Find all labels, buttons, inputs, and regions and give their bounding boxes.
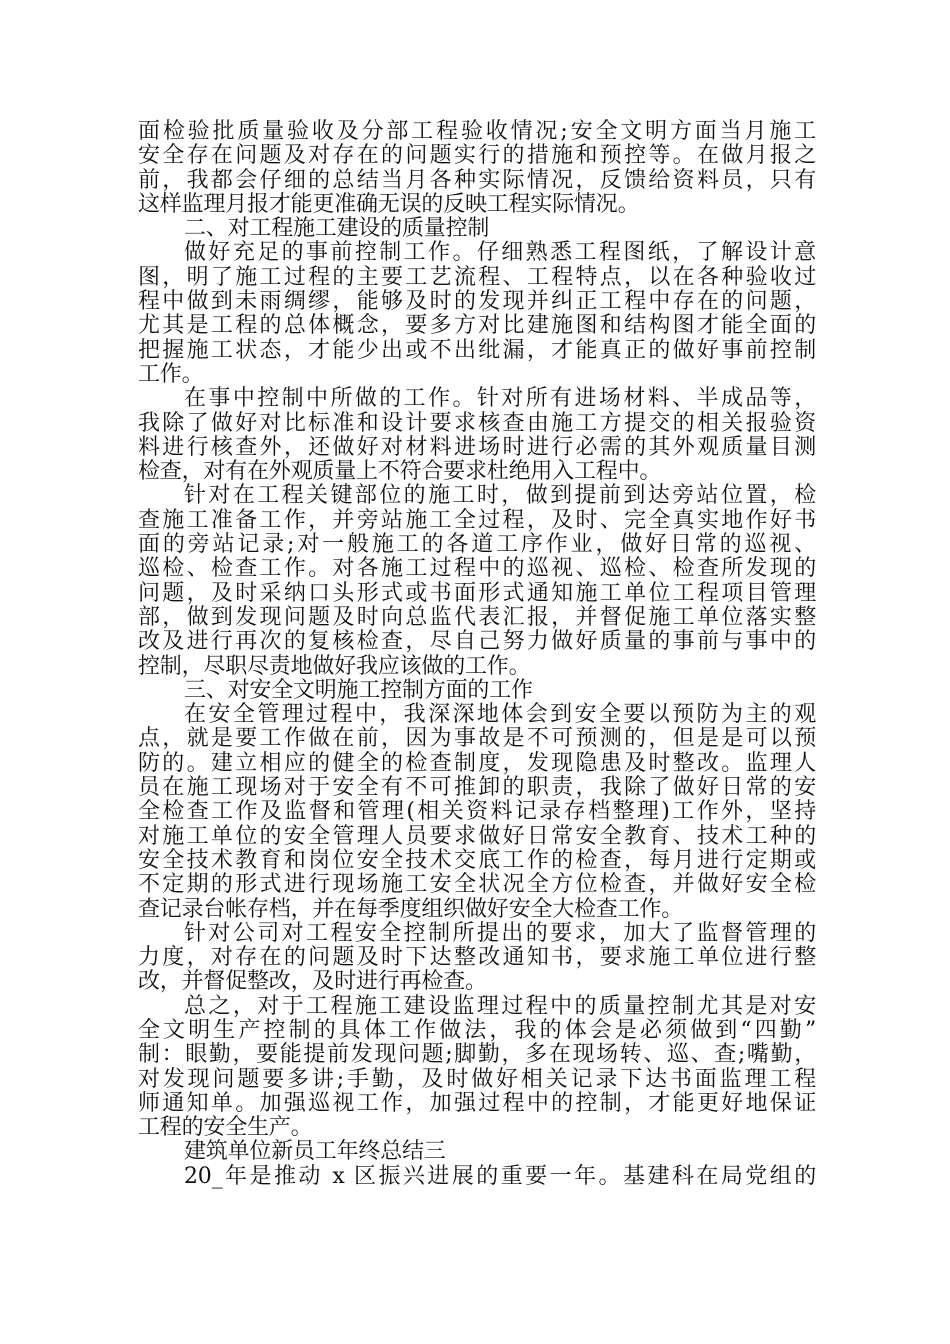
text-line: 点，就是要工作做在前，因为事故是不可预测的，但是是可以预: [138, 726, 816, 752]
text-line: 尤其是工程的总体概念，要多方对比建施图和结构图才能全面的: [138, 313, 816, 339]
text-line: 料进行核查外，还做好对材料进场时进行必需的其外观质量目测: [138, 434, 816, 460]
text-line: 查施工准备工作，并旁站施工全过程，及时、完全真实地作好书: [138, 507, 816, 533]
text-line: 全检查工作及监督和管理(相关资料记录存档整理)工作外，坚持: [138, 799, 816, 825]
text-line: 面检验批质量验收及分部工程验收情况;安全文明方面当月施工: [138, 119, 816, 144]
text-line: 图，明了施工过程的主要工艺流程、工程特点，以在各种验收过: [138, 264, 816, 290]
text-line: 问题，及时采纳口头形式或书面形式通知施工单位工程项目管理: [138, 580, 816, 606]
text-line: 巡检、检查工作。对各施工过程中的巡视、巡检、检查所发现的: [138, 556, 816, 582]
text-line: 在事中控制中所做的工作。针对所有进场材料、半成品等，: [184, 386, 816, 412]
text-line: 针对在工程关键部位的施工时，做到提前到达旁站位置，检: [184, 483, 816, 509]
text-line: 做好充足的事前控制工作。仔细熟悉工程图纸，了解设计意: [184, 240, 816, 266]
text-line: 在安全管理过程中，我深深地体会到安全要以预防为主的观: [184, 702, 816, 728]
text-line: 全文明生产控制的具体工作做法，我的体会是必须做到“四勤”: [138, 1017, 816, 1043]
text-line: 安全技术教育和岗位安全技术交底工作的检查，每月进行定期或: [138, 847, 816, 873]
text-line: 工作。: [138, 361, 204, 387]
text-line: 把握施工状态，才能少出或不出纰漏，才能真正的做好事前控制: [138, 337, 816, 363]
text-line: 检查，对有在外观质量上不符合要求杜绝用入工程中。: [138, 459, 662, 485]
text-line: 力度，对存在的问题及时下达整改通知书，要求施工单位进行整: [138, 945, 816, 971]
text-line: 防的。建立相应的健全的检查制度，发现隐患及时整改。监理人: [138, 750, 816, 776]
text-line: 改及进行再次的复核检查，尽自己努力做好质量的事前与事中的: [138, 629, 816, 655]
text-line: 对施工单位的安全管理人员要求做好日常安全教育、技术工种的: [138, 823, 816, 849]
text-line: 工程的安全生产。: [138, 1115, 313, 1141]
document-page: [138, 120, 816, 1189]
text-line: 部，做到发现问题及时向总监代表汇报，并督促施工单位落实整: [138, 604, 816, 630]
text-line: 查记录台帐存档，并在每季度组织做好安全大检查工作。: [138, 896, 684, 922]
text-line: 员在施工现场对于安全有不可推卸的职责，我除了做好日常的安: [138, 775, 816, 801]
text-line: 这样监理月报才能更准确无误的反映工程实际情况。: [138, 191, 640, 217]
text-line: 面的旁站记录;对一般施工的各道工序作业，做好日常的巡视、: [138, 532, 816, 558]
text-line: 总之，对于工程施工建设监理过程中的质量控制尤其是对安: [184, 993, 816, 1019]
text-line: 安全存在问题及对存在的问题实行的措施和预控等。在做月报之: [138, 143, 816, 169]
text-line: 师通知单。加强巡视工作，加强过程中的控制，才能更好地保证: [138, 1090, 816, 1116]
text-line: 不定期的形式进行现场施工安全状况全方位检查，并做好安全检: [138, 872, 816, 898]
text-line: 制：眼勤，要能提前发现问题;脚勤，多在现场转、巡、查;嘴勤，: [138, 1042, 816, 1068]
text-line: 二、对工程施工建设的质量控制: [184, 216, 490, 242]
text-line: 20_年是推动 x 区振兴进展的重要一年。基建科在局党组的: [184, 1163, 816, 1189]
text-line: 程中做到未雨绸缪，能够及时的发现并纠正工程中存在的问题，: [138, 289, 816, 315]
text-line: 三、对安全文明施工控制方面的工作: [184, 677, 533, 703]
text-line: 前，我都会仔细的总结当月各种实际情况，反馈给资料员，只有: [138, 167, 816, 193]
text-line: 我除了做好对比标准和设计要求核查由施工方提交的相关报验资: [138, 410, 816, 436]
text-line: 对发现问题要多讲;手勤，及时做好相关记录下达书面监理工程: [138, 1066, 816, 1092]
text-line: 建筑单位新员工年终总结三: [184, 1139, 446, 1165]
text-line: 针对公司对工程安全控制所提出的要求，加大了监督管理的: [184, 920, 816, 946]
text-line: 控制，尽职尽责地做好我应该做的工作。: [138, 653, 531, 679]
text-line: 改，并督促整改，及时进行再检查。: [138, 969, 487, 995]
